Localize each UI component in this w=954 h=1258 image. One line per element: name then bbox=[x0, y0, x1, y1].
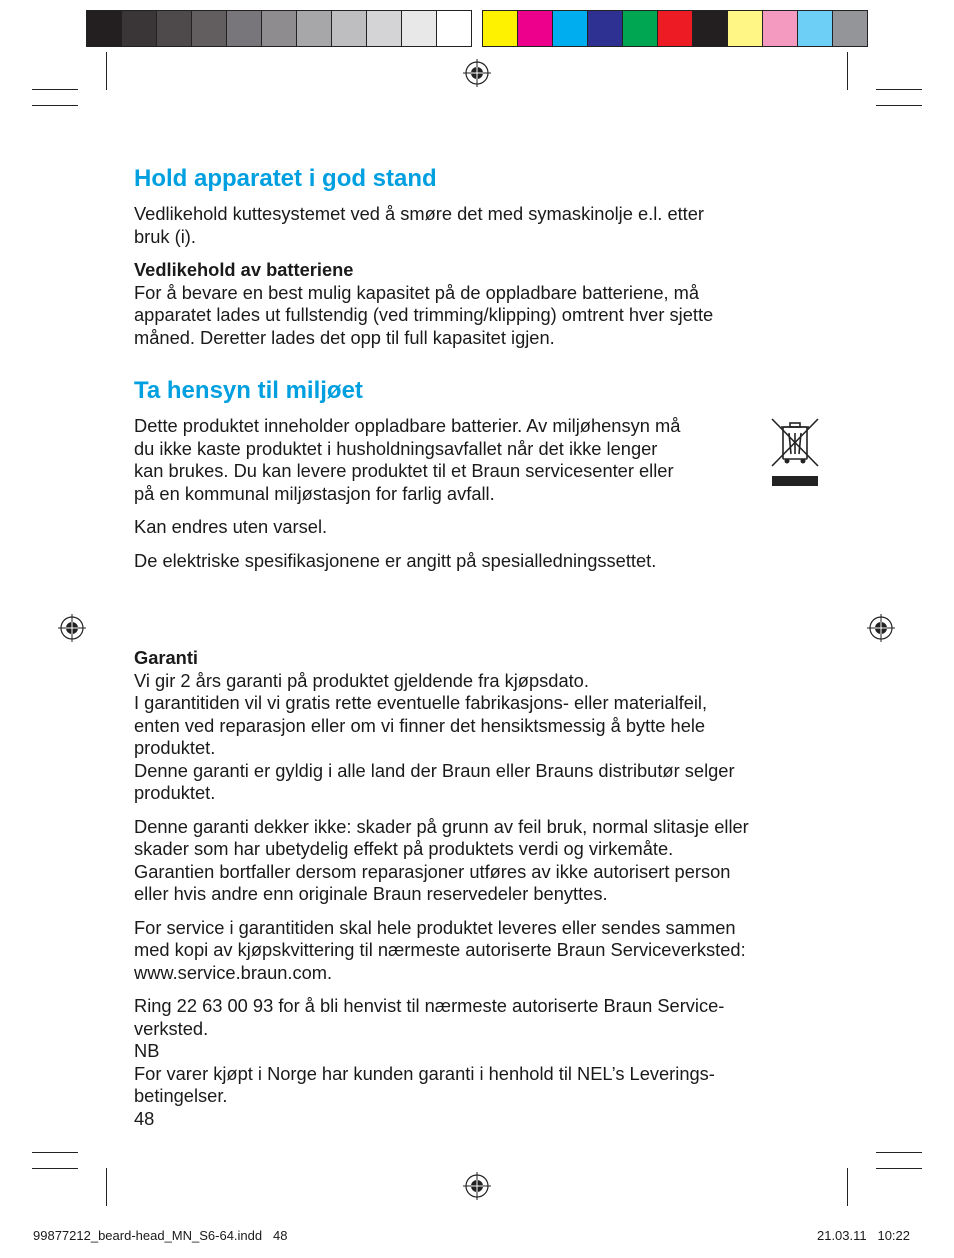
warranty-block-2 bbox=[134, 816, 834, 906]
gray-swatch bbox=[402, 11, 437, 46]
crop-mark bbox=[106, 1168, 107, 1206]
color-swatch bbox=[763, 11, 798, 46]
text-line: produktet. bbox=[134, 737, 216, 758]
warranty-section bbox=[134, 647, 834, 1130]
crop-mark bbox=[876, 105, 922, 106]
weee-crossed-bin-icon bbox=[770, 416, 820, 488]
crop-mark bbox=[32, 1168, 78, 1169]
registration-mark-icon bbox=[462, 1171, 492, 1201]
color-swatch bbox=[693, 11, 728, 46]
text-line: www.service.braun.com. bbox=[134, 961, 333, 983]
text-line: Denne garanti er gyldig i alle land der Braun eller Brauns distributør selger bbox=[134, 759, 735, 781]
grayscale-calibration-bar bbox=[86, 10, 472, 47]
process-color-calibration-bar bbox=[482, 10, 868, 47]
gray-swatch bbox=[227, 11, 262, 46]
environment-heading: Ta hensyn til miljøet bbox=[134, 377, 363, 404]
crop-mark bbox=[876, 1168, 922, 1169]
crop-mark bbox=[32, 89, 78, 90]
text-line: på en kommunal miljøstasjon for farlig avfall. bbox=[134, 482, 495, 504]
registration-mark-icon bbox=[462, 58, 492, 88]
battery-subheading: Vedlikehold av batteriene bbox=[134, 259, 354, 280]
notice-change: Kan endres uten varsel. bbox=[134, 516, 328, 537]
warranty-heading: Garanti bbox=[134, 647, 199, 668]
gray-swatch bbox=[332, 11, 367, 46]
text-line: I garantitiden vil vi gratis rette eventuelle fabrikasjons- eller materialfeil, bbox=[134, 692, 708, 713]
text-line: måned. Deretter lades det opp til full kapasitet igjen. bbox=[134, 326, 555, 348]
text-line: NB bbox=[134, 1040, 160, 1061]
crop-mark bbox=[847, 52, 848, 90]
color-swatch bbox=[553, 11, 588, 46]
crop-mark bbox=[32, 105, 78, 106]
gray-swatch bbox=[122, 11, 157, 46]
gray-swatch bbox=[437, 11, 471, 46]
text-line: Dette produktet inneholder oppladbare batterier. Av miljøhensyn må bbox=[134, 415, 681, 436]
text-line: Ring 22 63 00 93 for å bli henvist til nærmeste autoriserte Braun Service- bbox=[134, 995, 725, 1016]
color-swatch bbox=[483, 11, 518, 46]
gray-swatch bbox=[262, 11, 297, 46]
text-line: Denne garanti dekker ikke: skader på grunn av feil bruk, normal slitasje eller bbox=[134, 815, 749, 837]
color-swatch bbox=[833, 11, 867, 46]
text-line: For å bevare en best mulig kapasitet på de oppladbare batteriene, må bbox=[134, 281, 700, 303]
battery-paragraph bbox=[134, 259, 824, 349]
maintenance-paragraph bbox=[134, 203, 824, 248]
crop-mark bbox=[106, 52, 107, 90]
text-line: Vi gir 2 års garanti på produktet gjeldende fra kjøpsdato. bbox=[134, 669, 589, 691]
text-line: skader som har ubetydelig effekt på produktets verdi og virkemåte. bbox=[134, 838, 674, 859]
text-line: verksted. bbox=[134, 1017, 209, 1039]
text-line: betingelser. bbox=[134, 1085, 228, 1106]
gray-swatch bbox=[367, 11, 402, 46]
registration-mark-icon bbox=[866, 613, 896, 643]
text-line: For varer kjøpt i Norge har kunden garanti i henhold til NEL’s Leverings- bbox=[134, 1062, 715, 1084]
maintenance-heading: Hold apparatet i god stand bbox=[134, 165, 437, 192]
crop-mark bbox=[847, 1168, 848, 1206]
crop-mark bbox=[876, 1152, 922, 1153]
registration-mark-icon bbox=[57, 613, 87, 643]
environment-paragraph bbox=[134, 415, 824, 505]
warranty-block-4 bbox=[134, 995, 834, 1108]
environment-section bbox=[134, 377, 824, 572]
warranty-block-3 bbox=[134, 917, 834, 985]
color-swatch bbox=[728, 11, 763, 46]
gray-swatch bbox=[192, 11, 227, 46]
text-line: apparatet lades ut fullstendig (ved trimming/klipping) omtrent hver sjette bbox=[134, 304, 714, 325]
color-swatch bbox=[658, 11, 693, 46]
color-swatch bbox=[518, 11, 553, 46]
text-line: eller hvis andre enn originale Braun reservedeler benyttes. bbox=[134, 883, 608, 904]
text-line: Vedlikehold kuttesystemet ved å smøre det med symaskinolje e.l. etter bbox=[134, 203, 705, 224]
gray-swatch bbox=[87, 11, 122, 46]
maintenance-section bbox=[134, 165, 824, 349]
text-line: enten ved reparasjon eller om vi finner det hensiktsmessig å bytte hele bbox=[134, 714, 706, 736]
crop-mark bbox=[32, 1152, 78, 1153]
notice-electrical: De elektriske spesifikasjonene er angitt på spesialledningssettet. bbox=[134, 549, 657, 571]
color-swatch bbox=[798, 11, 833, 46]
color-swatch bbox=[623, 11, 658, 46]
text-line: Garantien bortfaller dersom reparasjoner utføres av ikke autorisert person bbox=[134, 860, 731, 882]
text-line: kan brukes. Du kan levere produktet til et Braun servicesenter eller bbox=[134, 460, 674, 481]
text-line: du ikke kaste produktet i husholdningsavfallet når det ikke lenger bbox=[134, 437, 658, 459]
footer-filename: 99877212_beard-head_MN_S6-64.indd 48 bbox=[33, 1228, 288, 1243]
page-number: 48 bbox=[134, 1107, 155, 1129]
text-line: med kopi av kjøpskvittering til nærmeste autoriserte Braun Serviceverksted: bbox=[134, 939, 746, 960]
footer-datetime: 21.03.11 10:22 bbox=[816, 1228, 910, 1243]
color-swatch bbox=[588, 11, 623, 46]
text-line: produktet. bbox=[134, 782, 216, 803]
gray-swatch bbox=[297, 11, 332, 46]
text-line: bruk (i). bbox=[134, 225, 196, 247]
text-line: For service i garantitiden skal hele produktet leveres eller sendes sammen bbox=[134, 916, 736, 938]
gray-swatch bbox=[157, 11, 192, 46]
crop-mark bbox=[876, 89, 922, 90]
warranty-block-1 bbox=[134, 647, 834, 805]
